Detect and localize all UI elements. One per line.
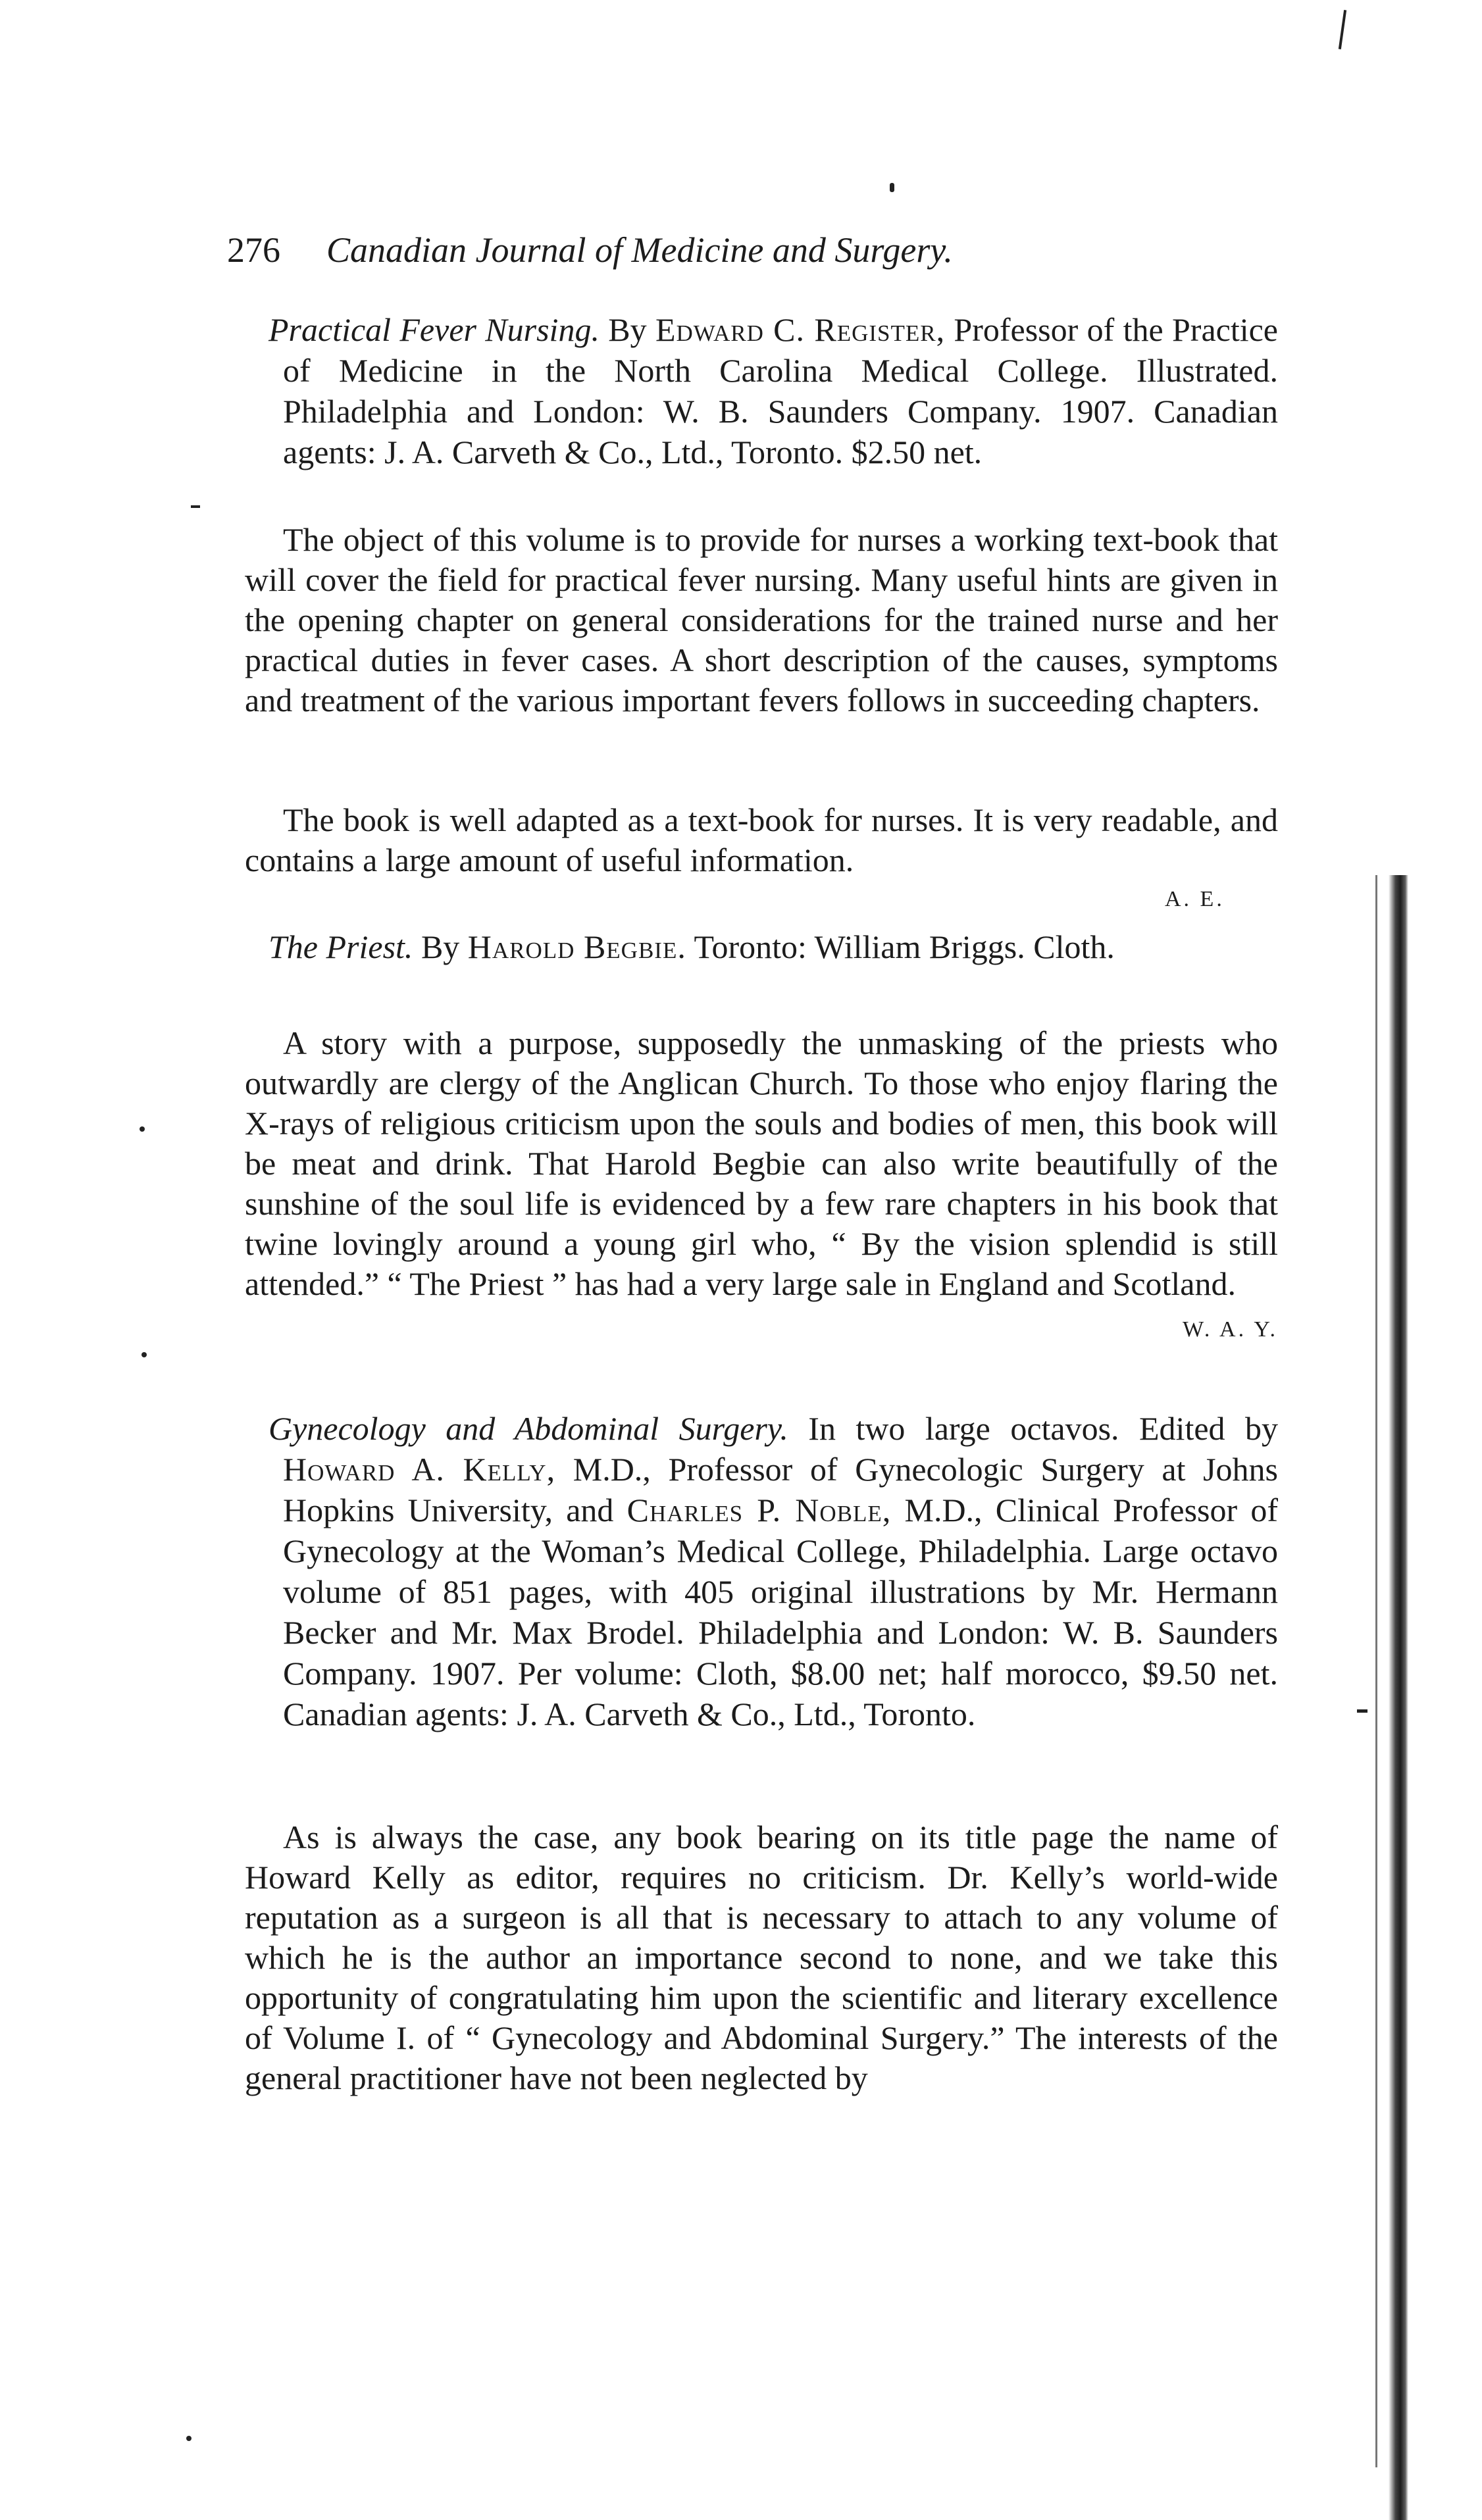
book-author: Edward C. Register,: [655, 311, 946, 348]
by-label: By: [421, 928, 460, 965]
book-title: The Priest.: [268, 928, 413, 965]
scan-edge-line: [1375, 875, 1377, 2467]
book-title: Practical Fever Nursing.: [268, 311, 600, 348]
review-paragraph: As is always the case, any book bearing on its title page the name of Howard Kelly as editor, requires no criticism. Dr. Kelly’s world-wide reputation as a surgeon is all that is necessary to attach to any volume of which he is the author an importance second to none, and we take this opportunity of congratulating him upon the scientific and literary excellence of Volume I. of “ Gynecology and Abdominal Surgery.” The interests of the general practitioner have not been neglected by: [245, 1819, 1278, 2096]
book-title: Gynecology and Abdominal Surgery.: [268, 1410, 788, 1447]
scan-mark: [186, 2436, 192, 2441]
journal-title: Canadian Journal of Medicine and Surgery.: [326, 230, 953, 270]
book-intro: In two large octavos. Edited by: [808, 1410, 1278, 1447]
scan-mark: [1357, 1709, 1367, 1713]
review-paragraph: A story with a purpose, supposedly the unmasking of the priests who outwardly are clergy of the Anglican Church. To those who enjoy flaring the X-rays of religious criticism upon the souls and bodies of men, this book will be meat and drink. That Harold Begbie can also write beautifully of the sunshine of the soul life is evidenced by a few rare chapters in his book that twine lovingly around a young girl who, “ By the vision splendid is still attended.” “ The Priest ” has had a very large sale in England and Scotland. W. A. Y.: [245, 1023, 1278, 1349]
book-details: Professor of the Practice of Medicine in the North Carolina Medical College. Illustrated. Philadelphia and London: W. B. Saunders Company. 1907. Canadian agents: J. A. Carveth & Co., Ltd., Toronto. $2.50 net.: [283, 311, 1278, 470]
review-paragraph: The book is well adapted as a text-book for nurses. It is very readable, and contains a large amount of useful information.: [245, 801, 1278, 878]
book-details: Toronto: William Briggs. Cloth.: [694, 928, 1115, 965]
scan-mark: [141, 1352, 147, 1357]
review-entry-the-priest: [245, 926, 1278, 967]
book-coauthor: Charles P. Noble,: [626, 1492, 892, 1528]
scan-binding-edge: [1389, 875, 1408, 2520]
reviewer-signature: A. E.: [1165, 887, 1225, 911]
reviewer-signature: W. A. Y.: [1182, 1317, 1278, 1342]
book-author: Harold Begbie.: [467, 928, 686, 965]
book-details: M.D., Clinical Professor of Gynecology at the Woman’s Medical College, Philadelphia. Large octavo volume of 851 pages, with 405 original illustrations by Mr. Hermann Becker and Mr. Max Brodel. Philadelphia and London: W. B. Saunders Company. 1907. Per volume: Cloth, $8.00 net; half morocco, $9.50 net. Canadian agents: J. A. Carveth & Co., Ltd., Toronto.: [283, 1492, 1278, 1732]
scan-mark: [140, 1126, 145, 1132]
running-header: [227, 227, 1280, 273]
scan-mark: [890, 183, 894, 192]
review-entry-fever-nursing: [245, 309, 1278, 472]
page-number: 276: [227, 230, 280, 270]
review-paragraph: The object of this volume is to provide for nurses a working text-book that will cover the field for practical fever nursing. Many useful hints are given in the opening chapter on general considerations for the trained nurse and her practical duties in fever cases. A short description of the causes, symptoms and treatment of the various important fevers follows in succeeding chapters.: [245, 521, 1278, 718]
book-details: M.D., Professor of Gynecologic Surgery at Johns Hopkins University, and: [283, 1451, 1279, 1528]
book-author: Howard A. Kelly,: [283, 1451, 556, 1488]
scan-mark: [191, 505, 200, 508]
review-entry-gynecology: [245, 1408, 1278, 1734]
by-label: By: [608, 311, 647, 348]
scan-mark: [1339, 10, 1346, 49]
